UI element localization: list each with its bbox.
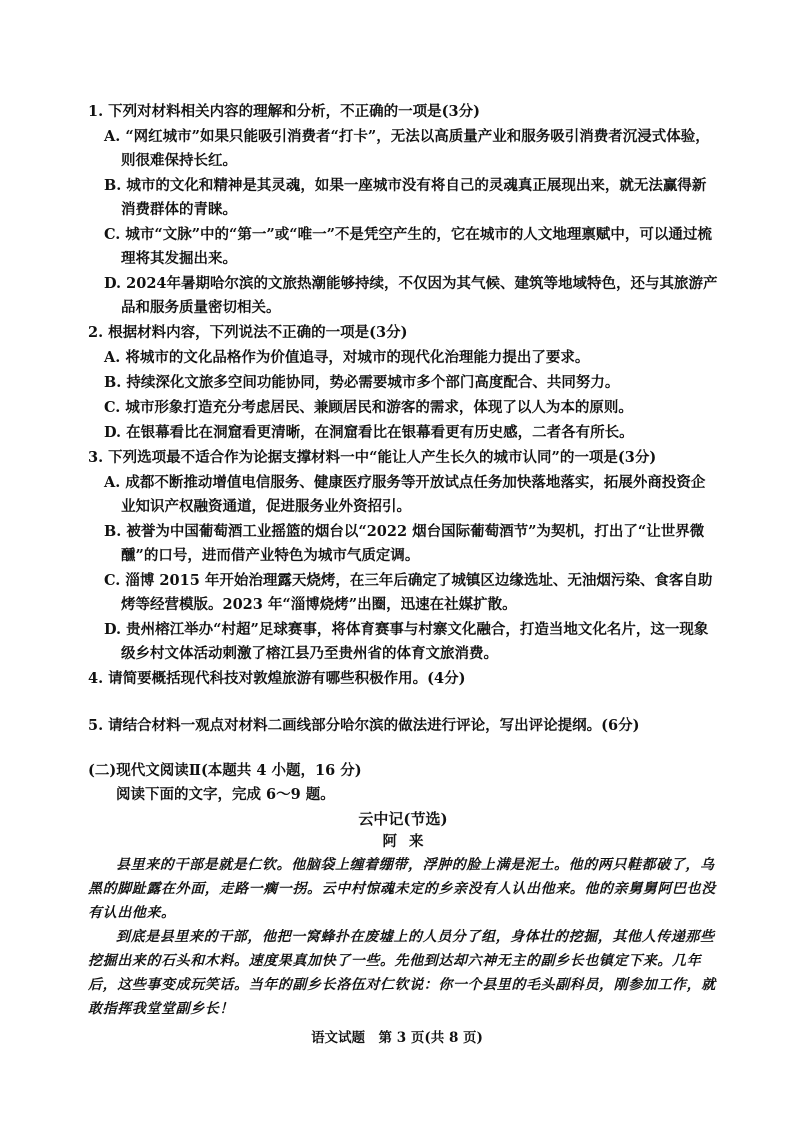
section-heading: (二)现代文阅读Ⅱ(本题共 4 小题，16 分) <box>88 762 362 779</box>
question-1-stem: 1. 下列对材料相关内容的理解和分析，不正确的一项是(3分) <box>88 103 480 120</box>
passage-title: 云中记(节选) <box>358 810 448 828</box>
question-2-option-a: A. 将城市的文化品格作为价值追寻，对城市的现代化治理能力提出了要求。 <box>104 349 590 366</box>
passage-author: 阿来 <box>382 833 436 850</box>
question-3-option-c: C. 淄博 2015 年开始治理露天烧烤，在三年后确定了城镇区边缘选址、无油烟污染、食客自助烤等经营模版。2023 年“淄博烧烤”出圈，迅速在社媒扩散。 <box>104 572 713 613</box>
page-content <box>88 100 718 1021</box>
question-3-option-b: B. 被誉为中国葡萄酒工业摇篮的烟台以“2022 烟台国际葡萄酒节”为契机，打出了“让世界微醺”的口号，进而借产业特色为城市气质定调。 <box>104 523 705 564</box>
passage-paragraph-2: 到底是县里来的干部，他把一窝蜂扑在废墟上的人员分了组，身体壮的挖掘，其他人传递那些挖掘出来的石头和木料。速度果真加快了一些。先他到达却六神无主的副乡长也镇定下来。几年后，这些事变成玩笑话。当年的副乡长洛伍对仁钦说：你一个县里的毛头副科员，刚参加工作，就敢指挥我堂堂副乡长！ <box>88 929 716 1017</box>
question-2-option-d: D. 在银幕看比在洞窟看更清晰，在洞窟看比在银幕看更有历史感，二者各有所长。 <box>104 424 634 441</box>
section-instruction: 阅读下面的文字，完成 6～9 题。 <box>116 786 335 803</box>
question-3-stem: 3. 下列选项最不适合作为论据支撑材料一中“能让人产生长久的城市认同”的一项是(3分) <box>88 449 657 466</box>
question-2-stem: 2. 根据材料内容，下列说法不正确的一项是(3分) <box>88 324 408 341</box>
question-4-stem: 4. 请简要概括现代科技对敦煌旅游有哪些积极作用。(4分) <box>88 670 466 687</box>
passage-paragraph-1: 县里来的干部是就是仁钦。他脑袋上缠着绷带，浮肿的脸上满是泥土。他的两只鞋都破了，乌黑的脚趾露在外面，走路一瘸一拐。云中村惊魂未定的乡亲没有人认出他来。他的亲舅舅阿巴也没有认出他来。 <box>88 857 716 921</box>
question-1-option-b: B. 城市的文化和精神是其灵魂，如果一座城市没有将自己的灵魂真正展现出来，就无法赢得新消费群体的青睐。 <box>104 177 707 218</box>
page-footer: 语文试题 第 3 页(共 8 页) <box>311 1030 483 1046</box>
question-2-option-b: B. 持续深化文旅多空间功能协同，势必需要城市多个部门高度配合、共同努力。 <box>104 374 620 391</box>
question-1-option-a: A. “网红城市”如果只能吸引消费者“打卡”，无法以高质量产业和服务吸引消费者沉浸式体验，则很难保持长红。 <box>104 128 710 169</box>
answer-space-5 <box>88 739 718 759</box>
answer-space-4 <box>88 692 718 714</box>
question-1-option-c: C. 城市“文脉”中的“第一”或“唯一”不是凭空产生的，它在城市的人文地理禀赋中，可以通过梳理将其发掘出来。 <box>104 226 712 267</box>
question-5-stem: 5. 请结合材料一观点对材料二画线部分哈尔滨的做法进行评论，写出评论提纲。(6分) <box>88 717 640 734</box>
question-3-option-a: A. 成都不断推动增值电信服务、健康医疗服务等开放试点任务加快落地落实，拓展外商投资企业知识产权融资通道，促进服务业外资招引。 <box>104 474 706 515</box>
question-3-option-d: D. 贵州榕江举办“村超”足球赛事，将体育赛事与村寨文化融合，打造当地文化名片，这一现象级乡村文体活动刺激了榕江县乃至贵州省的体育文旅消费。 <box>104 621 709 662</box>
question-2-option-c: C. 城市形象打造充分考虑居民、兼顾居民和游客的需求，体现了以人为本的原则。 <box>104 399 633 416</box>
question-1-option-d: D. 2024年暑期哈尔滨的文旅热潮能够持续，不仅因为其气候、建筑等地域特色，还与其旅游产品和服务质量密切相关。 <box>104 275 718 316</box>
